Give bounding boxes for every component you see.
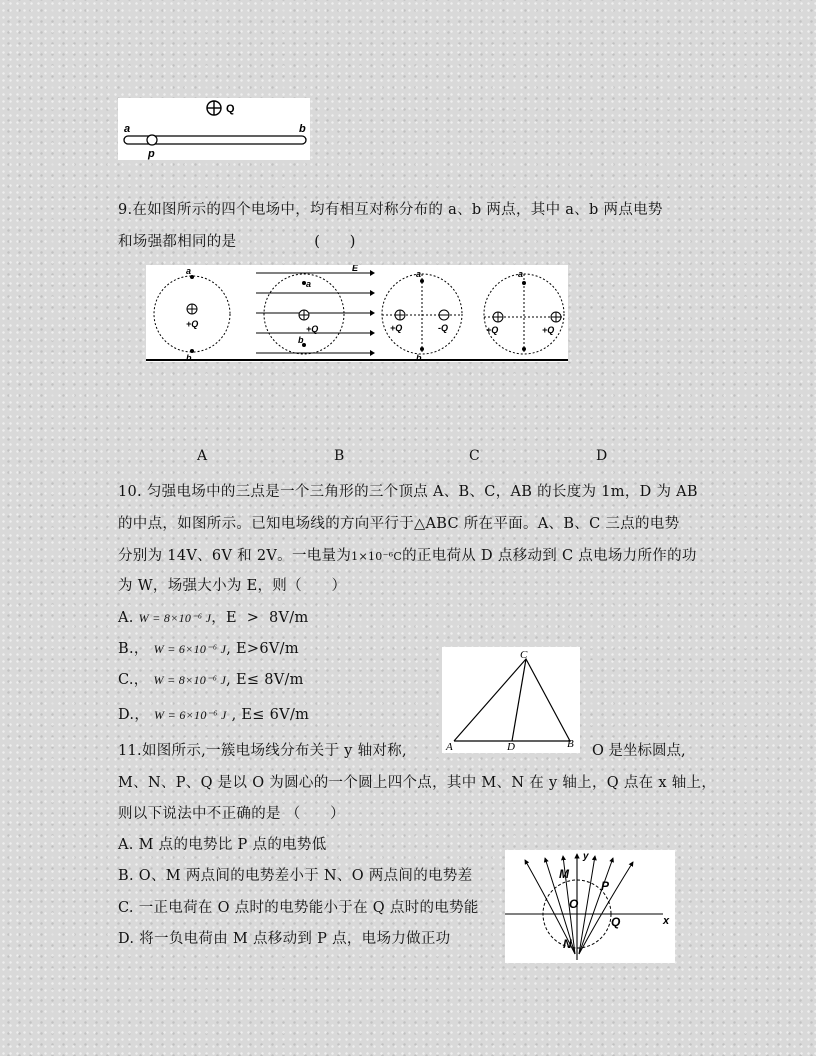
q10-option-d-work: W = 6×10⁻⁶ J xyxy=(154,708,227,722)
q10-option-d xyxy=(118,703,309,724)
q10-option-c xyxy=(118,668,304,689)
q9-line-2-text: 和场强都相同的是 xyxy=(118,234,237,250)
q11-option-b: B. O、M 两点间的电势差小于 N、O 两点间的电势差 xyxy=(118,868,473,884)
fig-d-point-a: a xyxy=(518,269,524,279)
fig-a-point-b: b xyxy=(186,353,192,362)
q11-option-d: D. 将一负电荷由 M 点移动到 P 点，电场力做正功 xyxy=(118,931,451,947)
q10-option-b-prefix: B.， xyxy=(118,641,149,657)
q9-option-c: C xyxy=(469,448,480,464)
q10-line-1: 10. 匀强电场中的三点是一个三角形的三个顶点 A、B、C，AB 的长度为 1m，D 为 AB xyxy=(118,484,698,500)
fig-b-point-a: a xyxy=(306,279,312,289)
point-p-label-q11: P xyxy=(601,879,610,893)
q10-line-3 xyxy=(118,544,697,565)
q9-line-1: 9.在如图所示的四个电场中，均有相互对称分布的 a、b 两点，其中 a、b 两点电势 xyxy=(118,202,663,218)
q10-charge: 1×10⁻⁶C xyxy=(351,550,403,563)
axis-y-label: y xyxy=(583,851,589,862)
q9-option-a: A xyxy=(197,448,208,464)
q11-option-a: A. M 点的电势比 P 点的电势低 xyxy=(118,837,327,853)
rod-charge-figure xyxy=(118,98,310,160)
q10-option-c-field: , E≤ 8V/m xyxy=(226,672,304,688)
fig-d-plus-q-left: +Q xyxy=(486,325,499,335)
q10-option-b xyxy=(118,637,299,658)
fig-b-point-b: b xyxy=(298,335,304,345)
q9-option-b: B xyxy=(334,448,345,464)
axis-x-label: x xyxy=(663,915,670,927)
q11-line-3: 则以下说法中不正确的是 （ ） xyxy=(118,806,345,822)
q10-line-3b: 的正电荷从 D 点移动到 C 点电场力所作的功 xyxy=(402,548,697,564)
vertex-a-label: A xyxy=(446,741,453,753)
fig-c-point-a: a xyxy=(416,269,422,279)
q10-option-b-work: W = 6×10⁻⁶ J xyxy=(153,642,227,656)
q10-option-c-work: W = 8×10⁻⁶ J xyxy=(153,673,227,687)
vertex-c-label: C xyxy=(520,649,528,661)
q10-line-2: 的中点，如图所示。已知电场线的方向平行于△ABC 所在平面。A、B、C 三点的电势 xyxy=(118,516,680,532)
rod-end-b-label: b xyxy=(299,123,306,135)
q10-option-a-field: ，E > 8V/m xyxy=(211,610,309,626)
point-q-label: Q xyxy=(611,915,621,929)
q11-line-1a: 11.如图所示,一簇电场线分布关于 y 轴对称, xyxy=(118,743,407,759)
fig-d-plus-q-right: +Q xyxy=(542,325,555,335)
triangle-abc-figure xyxy=(442,647,580,753)
q10-option-a-prefix: A. xyxy=(118,610,134,626)
fig-a-plus-q: +Q xyxy=(186,319,199,329)
point-p-label: p xyxy=(148,148,155,160)
vertex-b-label: B xyxy=(567,738,574,750)
point-n-label: N xyxy=(563,937,572,951)
midpoint-d-label: D xyxy=(507,741,515,753)
q10-option-a xyxy=(118,606,309,627)
fig-b-plus-q: +Q xyxy=(306,324,319,334)
point-m-label: M xyxy=(559,867,569,881)
q10-option-d-field: , E≤ 6V/m xyxy=(226,707,310,723)
fig-c-minus-q: -Q xyxy=(438,323,448,333)
q11-line-2: M、N、P、Q 是以 O 为圆心的一个圆上四个点，其中 M、N 在 y 轴上，Q 点在 x 轴上， xyxy=(118,775,717,791)
origin-o-label: O xyxy=(569,897,579,911)
charge-q-label: Q xyxy=(226,103,235,115)
fig-b-field-e: E xyxy=(352,265,359,273)
fig-c-plus-q: +Q xyxy=(390,323,403,333)
q9-line-2 xyxy=(118,230,356,251)
fig-a-point-a: a xyxy=(186,266,192,276)
rod-end-a-label: a xyxy=(124,123,131,135)
q10-option-a-work: W = 8×10⁻⁶ J xyxy=(138,611,212,625)
field-lines-figure xyxy=(505,850,675,963)
q10-line-4: 为 W，场强大小为 E，则（ ） xyxy=(118,578,347,594)
q10-option-c-prefix: C.， xyxy=(118,672,149,688)
four-fields-figure xyxy=(146,265,568,362)
q11-option-c: C. 一正电荷在 O 点时的电势能小于在 Q 点时的电势能 xyxy=(118,900,479,916)
q9-answer-parens: ( ) xyxy=(314,234,356,250)
q9-option-d: D xyxy=(596,448,608,464)
q11-line-1b: O 是坐标圆点, xyxy=(592,743,686,759)
q10-option-d-prefix: D.， xyxy=(118,707,150,723)
q10-option-b-field: , E>6V/m xyxy=(226,641,299,657)
q10-line-3a: 分别为 14V、6V 和 2V。一电量为 xyxy=(118,548,352,564)
fig-c-point-b: b xyxy=(416,353,422,362)
